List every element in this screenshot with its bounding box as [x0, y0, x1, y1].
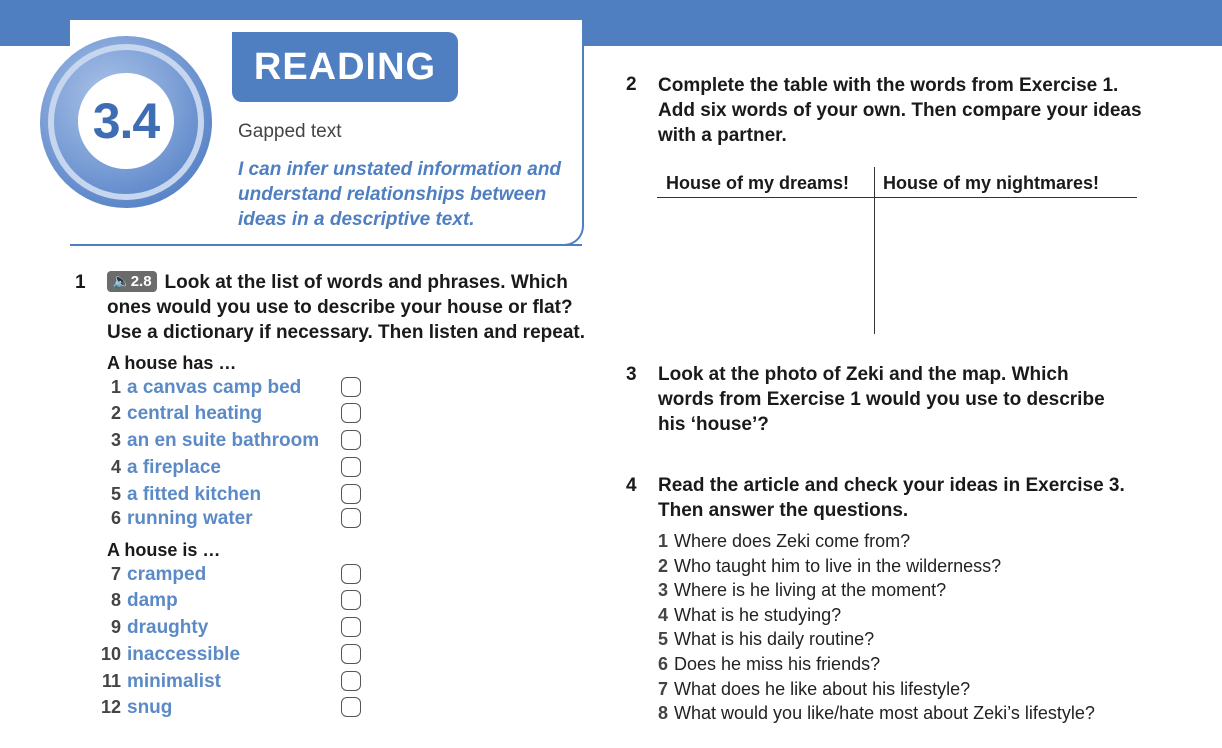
item-number: 5 — [110, 484, 121, 504]
table-header-dreams: House of my dreams! — [666, 173, 850, 193]
group-label-has: A house has … — [107, 353, 237, 373]
lesson-number: 3.4 — [78, 73, 174, 169]
checkbox[interactable] — [341, 377, 361, 397]
exercise-3-line: his ‘house’? — [658, 414, 769, 435]
question-item — [658, 654, 880, 675]
group-label-is: A house is … — [107, 540, 221, 560]
exercise-1-line: Use a dictionary if necessary. Then listen and repeat. — [107, 322, 585, 343]
question-text: What is his daily routine? — [674, 629, 875, 649]
item-word: damp — [127, 590, 178, 611]
checkbox[interactable] — [341, 617, 361, 637]
audio-icon[interactable]: 🔈2.8 — [107, 271, 157, 292]
item-number: 11 — [101, 671, 121, 691]
item-number: 4 — [110, 457, 121, 477]
item-word: draughty — [127, 617, 209, 638]
question-number: 3 — [658, 580, 669, 600]
question-text: What is he studying? — [674, 605, 842, 625]
checkbox[interactable] — [341, 484, 361, 504]
exercise-1-line: ones would you use to describe your house or flat? — [107, 297, 573, 318]
checkbox[interactable] — [341, 590, 361, 610]
item-word: a fitted kitchen — [127, 484, 262, 505]
word-item — [107, 403, 367, 427]
item-number: 2 — [110, 403, 121, 423]
section-title: READING — [232, 32, 458, 102]
exercise-3-instruction — [658, 362, 1198, 437]
checkbox[interactable] — [341, 430, 361, 450]
question-text: Where does Zeki come from? — [674, 531, 911, 551]
question-item — [658, 556, 1001, 577]
word-item — [107, 590, 367, 614]
word-item — [107, 484, 367, 508]
objective-line: I can infer unstated information and — [238, 159, 562, 180]
item-word: a fireplace — [127, 457, 221, 478]
question-text: What would you like/hate most about Zeki’s lifestyle? — [674, 703, 1095, 723]
item-number: 3 — [110, 430, 121, 450]
question-item — [658, 679, 970, 700]
item-word: snug — [127, 697, 173, 718]
question-item — [658, 531, 910, 552]
question-number: 8 — [658, 703, 669, 723]
question-number: 4 — [658, 605, 669, 625]
table-horizontal-rule — [657, 197, 1137, 198]
question-item — [658, 629, 874, 650]
question-text: What does he like about his lifestyle? — [674, 679, 971, 699]
question-item — [658, 605, 841, 626]
item-number: 12 — [100, 697, 121, 717]
item-number: 6 — [110, 508, 121, 528]
item-word: an en suite bathroom — [127, 430, 320, 451]
word-item — [101, 671, 367, 695]
item-word: minimalist — [127, 671, 221, 692]
objective-line: ideas in a descriptive text. — [238, 209, 475, 230]
exercise-3-line: words from Exercise 1 would you use to describe — [658, 389, 1105, 410]
item-number: 8 — [110, 590, 121, 610]
exercise-2-instruction — [658, 73, 1218, 148]
question-number: 6 — [658, 654, 669, 674]
checkbox[interactable] — [341, 671, 361, 691]
header-divider — [70, 244, 582, 246]
item-word: running water — [127, 508, 253, 529]
checkbox[interactable] — [341, 457, 361, 477]
table-vertical-rule — [874, 167, 875, 334]
word-item — [107, 564, 367, 588]
exercise-2-number: 2 — [626, 74, 637, 95]
item-number: 7 — [110, 564, 121, 584]
question-number: 1 — [658, 531, 669, 551]
checkbox[interactable] — [341, 508, 361, 528]
exercise-1-instruction — [107, 270, 587, 345]
question-text: Where is he living at the moment? — [674, 580, 947, 600]
item-word: inaccessible — [127, 644, 241, 665]
checkbox[interactable] — [341, 644, 361, 664]
exercise-3-line: Look at the photo of Zeki and the map. Which — [658, 364, 1069, 385]
table-header-nightmares: House of my nightmares! — [883, 173, 1100, 193]
exercise-2-line: with a partner. — [658, 125, 787, 146]
lesson-objective — [238, 157, 578, 232]
question-text: Does he miss his friends? — [674, 654, 881, 674]
item-word: cramped — [127, 564, 207, 585]
question-item — [658, 580, 946, 601]
word-item — [107, 457, 367, 481]
lesson-subtitle: Gapped text — [238, 121, 342, 142]
checkbox[interactable] — [341, 564, 361, 584]
question-number: 5 — [658, 629, 669, 649]
question-text: Who taught him to live in the wilderness? — [674, 556, 1002, 576]
item-number: 9 — [110, 617, 121, 637]
question-number: 7 — [658, 679, 669, 699]
word-item — [107, 617, 367, 641]
question-item — [658, 703, 1095, 724]
item-word: a canvas camp bed — [127, 377, 302, 398]
word-item — [100, 644, 367, 668]
exercise-1-line — [107, 270, 587, 295]
instruction-text: Look at the list of words and phrases. Which — [164, 272, 568, 293]
item-number: 10 — [100, 644, 121, 664]
exercise-4-line: Read the article and check your ideas in Exercise 3. — [658, 475, 1125, 496]
word-item — [100, 697, 367, 721]
item-number: 1 — [110, 377, 121, 397]
word-item — [107, 508, 367, 532]
exercise-1-number: 1 — [75, 272, 86, 293]
exercise-2-line: Complete the table with the words from Exercise 1. — [658, 75, 1119, 96]
checkbox[interactable] — [341, 403, 361, 423]
checkbox[interactable] — [341, 697, 361, 717]
audio-track-number: 2.8 — [130, 273, 152, 290]
word-item — [107, 430, 367, 454]
exercise-3-number: 3 — [626, 364, 637, 385]
question-number: 2 — [658, 556, 669, 576]
exercise-4-instruction — [658, 473, 1218, 523]
item-word: central heating — [127, 403, 263, 424]
word-item — [107, 377, 367, 401]
exercise-4-number: 4 — [626, 475, 637, 496]
exercise-2-line: Add six words of your own. Then compare your ideas — [658, 100, 1142, 121]
objective-line: understand relationships between — [238, 184, 547, 205]
exercise-4-line: Then answer the questions. — [658, 500, 909, 521]
